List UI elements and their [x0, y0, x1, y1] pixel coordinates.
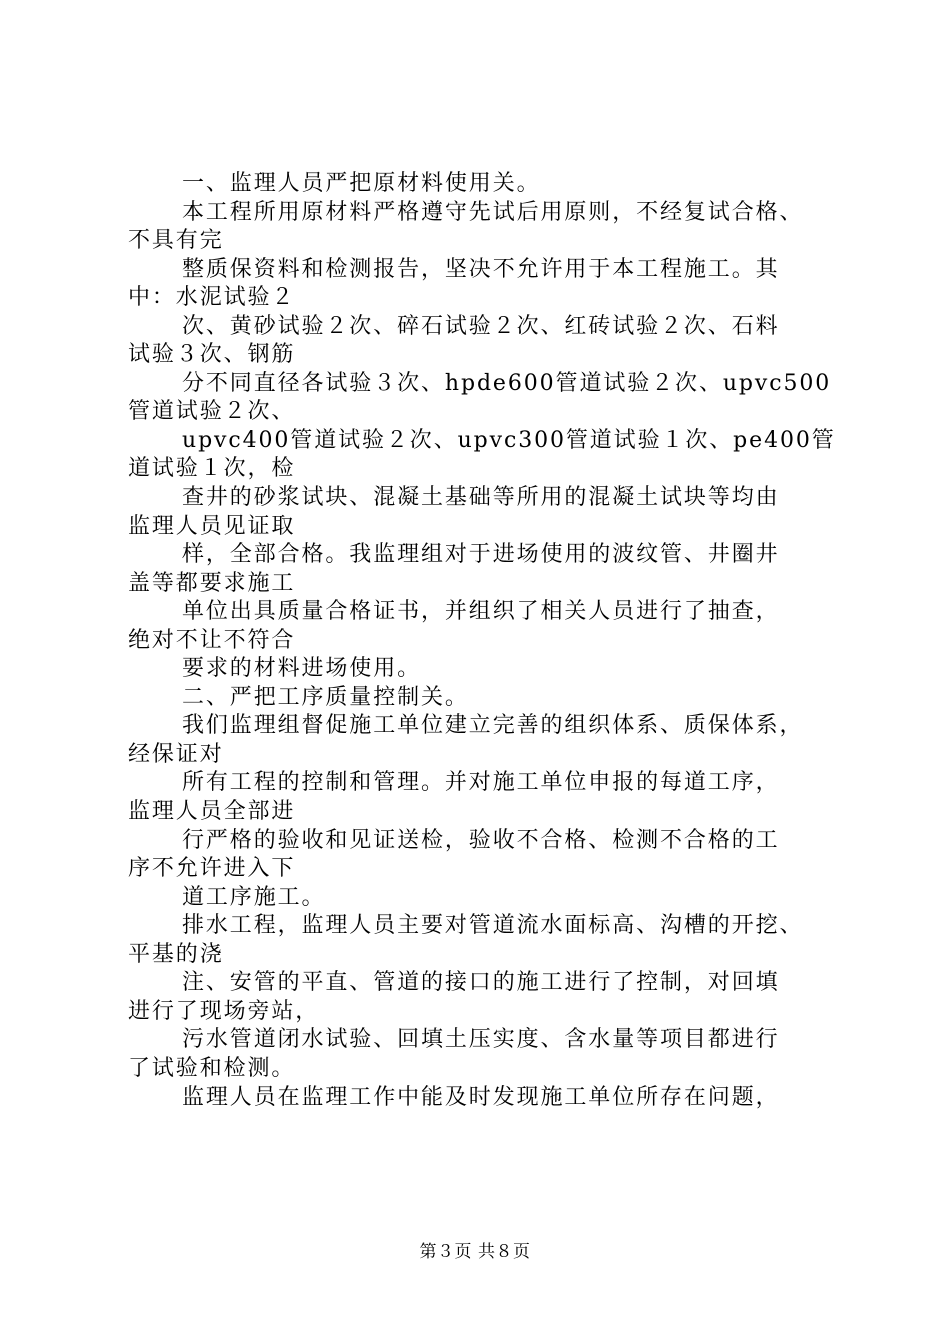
text-line: 平基的浇 [128, 941, 224, 967]
text-line: 管道试验２次、 [128, 399, 296, 425]
text-line: 次、黄砂试验２次、碎石试验２次、红砖试验２次、石料 [182, 313, 780, 339]
text-line: 绝对不让不符合 [128, 627, 296, 653]
text-line: 了试验和检测。 [128, 1055, 296, 1081]
text-line: 单位出具质量合格证书，并组织了相关人员进行了抽查， [182, 599, 780, 625]
text-line: 道试验１次，检 [128, 456, 296, 482]
text-line: 监理人员在监理工作中能及时发现施工单位所存在问题， [182, 1084, 780, 1110]
text-line: 整质保资料和检测报告，坚决不允许用于本工程施工。其 [182, 256, 780, 282]
text-line: 监理人员全部进 [128, 799, 296, 825]
text-line: 试验３次、钢筋 [128, 342, 296, 368]
text-line: 我们监理组督促施工单位建立完善的组织体系、质保体系， [182, 713, 804, 739]
text-line: 本工程所用原材料严格遵守先试后用原则，不经复试合格、 [182, 199, 804, 225]
text-line: 一、监理人员严把原材料使用关。 [182, 171, 541, 196]
text-line: 分不同直径各试验３次、hpde600管道试验２次、upvc500 [182, 370, 832, 396]
text-line: upvc400管道试验２次、upvc300管道试验１次、pe400管 [182, 427, 836, 453]
text-line: 要求的材料进场使用。 [182, 656, 422, 682]
text-line: 污水管道闭水试验、回填土压实度、含水量等项目都进行 [182, 1027, 780, 1053]
text-line: 序不允许进入下 [128, 856, 296, 882]
text-line: 行严格的验收和见证送检，验收不合格、检测不合格的工 [182, 827, 780, 853]
text-line: 盖等都要求施工 [128, 570, 296, 596]
text-line: 经保证对 [128, 741, 224, 767]
text-line: 样，全部合格。我监理组对于进场使用的波纹管、井圈井 [182, 542, 780, 568]
page-number-footer: 第３页 共８页 [419, 1242, 531, 1262]
document-body [128, 170, 848, 1112]
text-line: 中：水泥试验２ [128, 285, 296, 311]
text-line: 道工序施工。 [182, 884, 326, 910]
text-line: 监理人员见证取 [128, 513, 296, 539]
text-line: 不具有完 [128, 228, 224, 254]
text-line: 注、安管的平直、管道的接口的施工进行了控制，对回填 [182, 970, 780, 996]
text-line: 查井的砂浆试块、混凝土基础等所用的混凝土试块等均由 [182, 485, 780, 511]
text-line: 进行了现场旁站， [128, 998, 320, 1024]
text-line: 所有工程的控制和管理。并对施工单位申报的每道工序， [182, 770, 780, 796]
text-line: 二、严把工序质量控制关。 [182, 684, 469, 710]
text-line: 排水工程，监理人员主要对管道流水面标高、沟槽的开挖、 [182, 913, 804, 939]
